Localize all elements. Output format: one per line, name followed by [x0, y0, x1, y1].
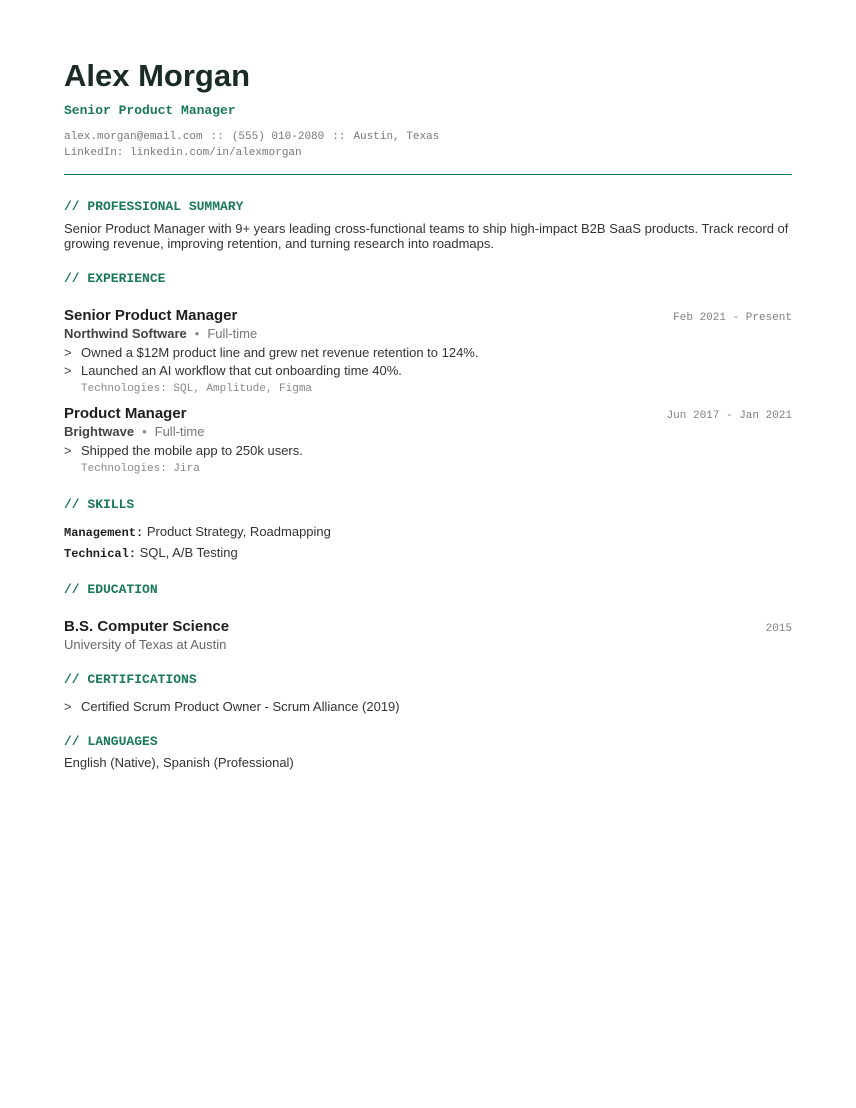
job-bullets — [64, 442, 792, 460]
section-title-summary: // PROFESSIONAL SUMMARY — [64, 199, 244, 214]
certification-text: Certified Scrum Product Owner - Scrum Alliance (2019) — [81, 699, 400, 714]
skills-list — [64, 522, 792, 564]
location: Austin, Texas — [353, 131, 440, 143]
technologies: Technologies: SQL, Amplitude, Figma — [81, 383, 313, 395]
dot-separator: • — [142, 424, 147, 439]
separator: :: — [210, 131, 224, 143]
dot-separator: • — [194, 326, 200, 341]
phone: (555) 010-2080 — [231, 131, 325, 143]
bullet-marker: > — [64, 699, 72, 714]
section-title-certifications: // CERTIFICATIONS — [64, 672, 197, 687]
bullet-text: Launched an AI workflow that cut onboarding time 40%. — [81, 363, 402, 378]
job-bullets — [64, 344, 792, 380]
bullet-marker: > — [64, 363, 72, 378]
section-title-skills: // SKILLS — [64, 497, 135, 512]
email[interactable]: alex.morgan@email.com — [64, 131, 203, 143]
job-dates: Feb 2021 - Present — [673, 312, 792, 324]
section-title-languages: // LANGUAGES — [64, 734, 158, 749]
skill-row — [64, 543, 792, 564]
bullet-text: Owned a $12M product line and grew net revenue retention to 124%. — [81, 345, 479, 360]
linkedin[interactable]: LinkedIn: linkedin.com/in/alexmorgan — [64, 147, 302, 159]
job-header — [64, 405, 792, 423]
section-title-education: // EDUCATION — [64, 582, 158, 597]
resume-content — [64, 58, 792, 772]
graduation-year: 2015 — [765, 623, 792, 635]
headline: Senior Product Manager — [64, 103, 236, 118]
certifications-list — [64, 698, 792, 716]
contact-line-1 — [64, 129, 792, 145]
candidate-name: Alex Morgan — [64, 58, 251, 93]
section-title-experience: // EXPERIENCE — [64, 271, 166, 286]
company-name: Northwind Software — [64, 326, 187, 341]
education-entry — [64, 618, 792, 653]
school-name: University of Texas at Austin — [64, 637, 227, 652]
bullet-marker: > — [64, 443, 72, 458]
skill-row — [64, 522, 792, 543]
list-item — [64, 344, 792, 362]
bullet-text: Shipped the mobile app to 250k users. — [81, 443, 303, 458]
job-entry — [64, 405, 792, 477]
separator: :: — [332, 131, 346, 143]
employment-type: Full-time — [207, 326, 258, 341]
header-divider — [64, 174, 792, 175]
degree: B.S. Computer Science — [64, 618, 230, 635]
list-item — [64, 698, 792, 716]
list-item — [64, 362, 792, 380]
company-line — [64, 423, 792, 440]
bullet-marker: > — [64, 345, 72, 360]
contact-info — [64, 129, 792, 161]
skill-values: SQL, A/B Testing — [139, 545, 238, 560]
technologies: Technologies: Jira — [81, 463, 200, 475]
company-name: Brightwave — [64, 424, 135, 439]
languages-text: English (Native), Spanish (Professional) — [64, 755, 294, 770]
skill-values: Product Strategy, Roadmapping — [146, 524, 331, 539]
list-item — [64, 442, 792, 460]
job-title: Senior Product Manager — [64, 307, 238, 324]
education-header — [64, 618, 792, 636]
summary-text: Senior Product Manager with 9+ years leading cross-functional teams to ship high-impact B2B SaaS products. Track record of growing revenue, improving retention, and turning research into roadmaps. — [64, 221, 789, 251]
job-entry — [64, 307, 792, 397]
job-header — [64, 307, 792, 325]
company-line — [64, 325, 792, 342]
employment-type: Full-time — [154, 424, 205, 439]
skill-category: Technical: — [64, 547, 137, 561]
skill-category: Management: — [64, 526, 144, 540]
job-dates: Jun 2017 - Jan 2021 — [666, 410, 792, 422]
job-title: Product Manager — [64, 405, 187, 422]
